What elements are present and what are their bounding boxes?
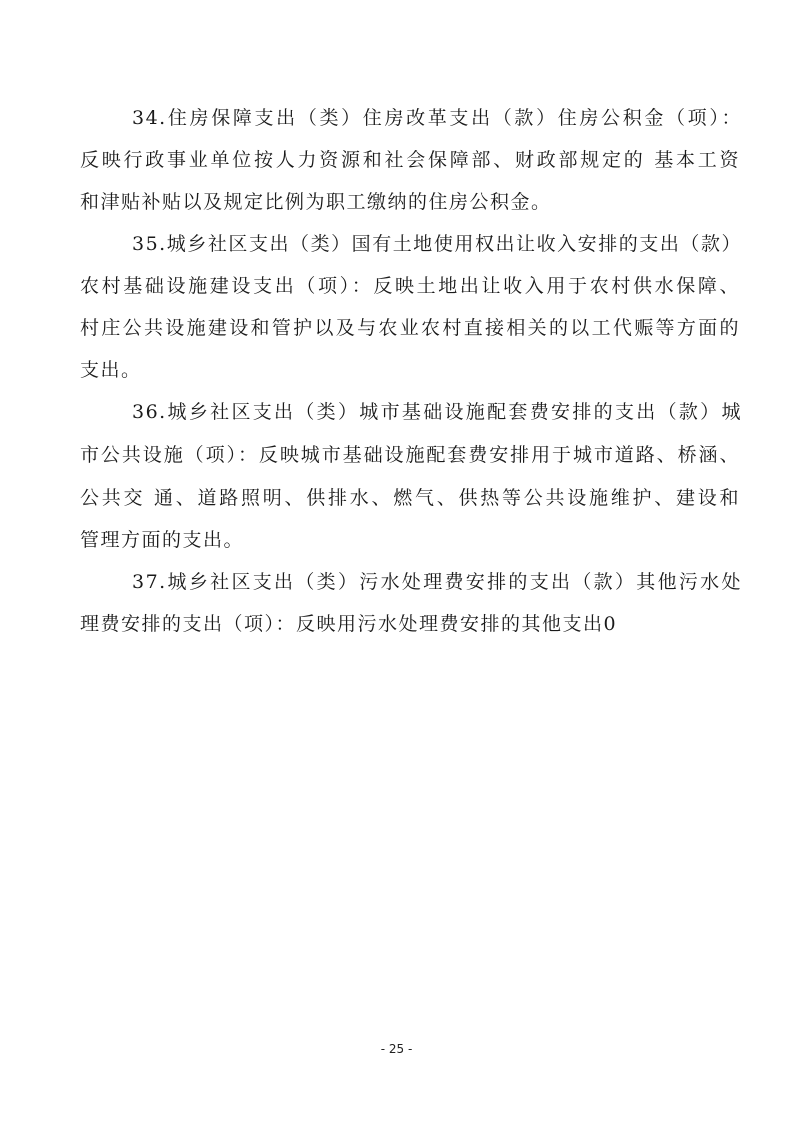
item-34-text-line-3: 和津贴补贴以及规定比例为职工缴纳的住房公积金。 [80,191,552,213]
item-36-number: 36. [132,401,167,423]
item-36-text-line-3: 公共交 通、道路照明、供排水、燃气、供热等公共设施维护、建设和 [80,487,740,509]
item-34-text-line-2: 反映行政事业单位按人力资源和社会保障部、财政部规定的 基本工资 [80,149,740,171]
page-number: - 25 - [380,1042,413,1056]
item-34-text-line-1: 住房保障支出（类）住房改革支出（款）住房公积金（项）： [166,107,742,129]
item-35-text-line-2: 农村基础设施建设支出（项）：反映土地出让收入用于农村供水保障、 [80,275,740,297]
item-36-text-line-1: 城乡社区支出（类）城市基础设施配套费安排的支出（款）城 [166,401,742,423]
item-36-text-line-4: 管理方面的支出。 [80,529,245,551]
item-37-text-line-1: 城乡社区支出（类）污水处理费安排的支出（款）其他污水处 [166,571,742,593]
item-35-text-line-1: 城乡社区支出（类）国有土地使用权出让收入安排的支出（款） [166,233,742,255]
item-34-line-1 [132,106,742,130]
item-36-text-line-2: 市公共设施（项）：反映城市基础设施配套费安排用于城市道路、桥涵、 [80,444,740,466]
item-35-text-line-4: 支出。 [80,359,142,381]
item-37-line-1 [132,570,742,594]
item-36-line-1 [132,400,742,424]
item-35-text-line-3: 村庄公共设施建设和管护以及与农业农村直接相关的以工代赈等方面的 [80,317,740,339]
item-34-number: 34. [132,107,167,129]
item-35-line-1 [132,232,742,256]
item-35-number: 35. [132,233,167,255]
item-37-number: 37. [132,571,167,593]
item-37-text-line-2: 理费安排的支出（项）：反映用污水处理费安排的其他支出0 [80,613,618,635]
